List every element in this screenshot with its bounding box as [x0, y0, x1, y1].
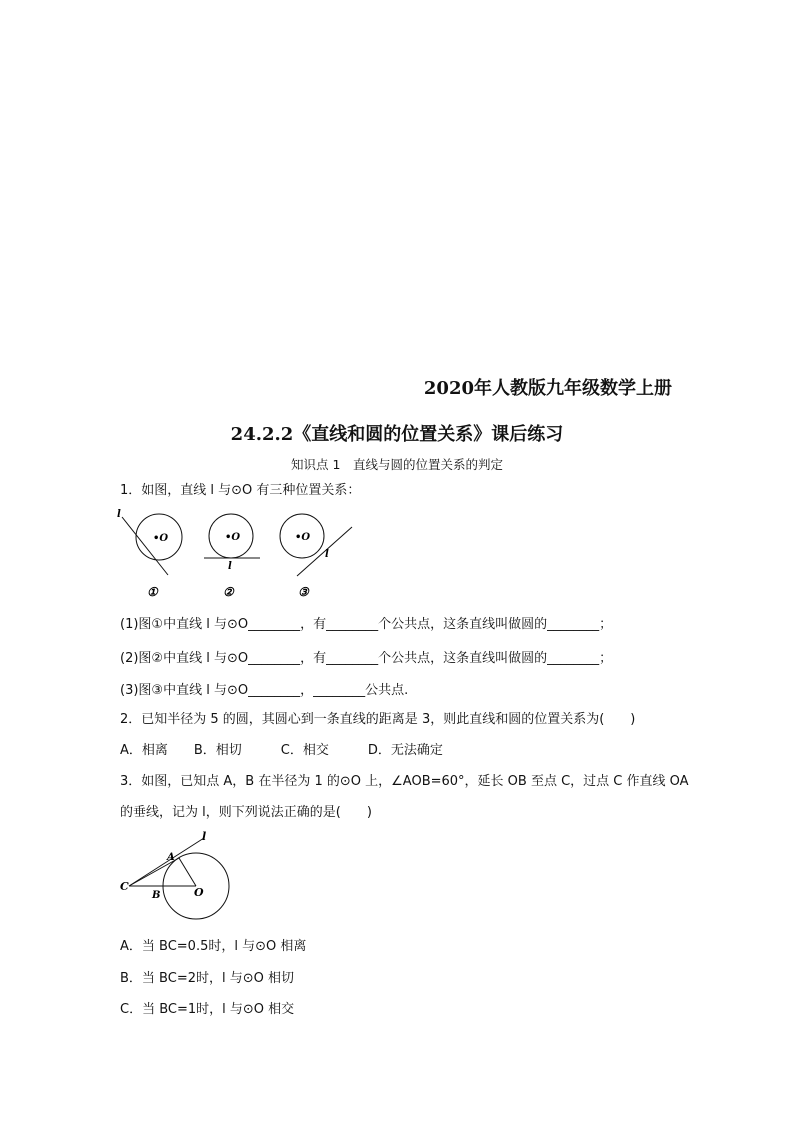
title-line-2: 24.2.2《直线和圆的位置关系》课后练习 [230, 424, 564, 445]
fig1-line-label: l [117, 509, 121, 520]
q3-option-a: A．当 BC=0.5时，l 与⊙O 相离 [120, 939, 307, 954]
fig2-caption: ② [223, 585, 234, 599]
q3-stem-line-2: 的垂线，记为 l，则下列说法正确的是( ) [120, 805, 372, 820]
point-o-label: O [194, 886, 204, 899]
q3-option-b: B．当 BC=2时，l 与⊙O 相切 [120, 971, 294, 986]
q1-blank-2: (2)图②中直线 l 与⊙O________，有________个公共点，这条直线叫做圆的________； [120, 651, 613, 666]
fig3-caption: ③ [298, 585, 309, 599]
q2-options: A．相离 B．相切 C．相交 D．无法确定 [120, 743, 443, 758]
point-c-label: C [120, 880, 129, 893]
title-line-1: 2020年人教版九年级数学上册 [423, 378, 672, 399]
line-l-label: l [202, 830, 207, 843]
q2-stem: 2．已知半径为 5 的圆，其圆心到一条直线的距离是 3，则此直线和圆的位置关系为( ) [120, 712, 636, 727]
fig3-center-label: •O [295, 532, 311, 543]
q1-blank-1: (1)图①中直线 l 与⊙O________，有________个公共点，这条直线叫做圆的________； [120, 617, 613, 632]
q1-figure [112, 505, 372, 605]
knowledge-point-heading: 知识点 1 直线与圆的位置关系的判定 [291, 457, 503, 472]
point-b-label: B [152, 890, 161, 901]
fig1-center-label: •O [153, 533, 169, 544]
fig2-center-label: •O [225, 532, 241, 543]
q3-option-c: C．当 BC=1时，l 与⊙O 相交 [120, 1002, 295, 1017]
q3-figure [112, 828, 242, 928]
q1-blank-3: (3)图③中直线 l 与⊙O________，________公共点. [120, 683, 409, 698]
q1-stem: 1．如图，直线 l 与⊙O 有三种位置关系： [120, 483, 361, 498]
q3-stem-line-1: 3．如图，已知点 A，B 在半径为 1 的⊙O 上，∠AOB=60°，延长 OB 至点 C，过点 C 作直线 OA [120, 774, 689, 789]
point-a-label: A [167, 852, 175, 863]
fig2-line-label: l [228, 561, 232, 572]
fig3-line-label: l [325, 549, 329, 560]
fig1-caption: ① [147, 585, 158, 599]
